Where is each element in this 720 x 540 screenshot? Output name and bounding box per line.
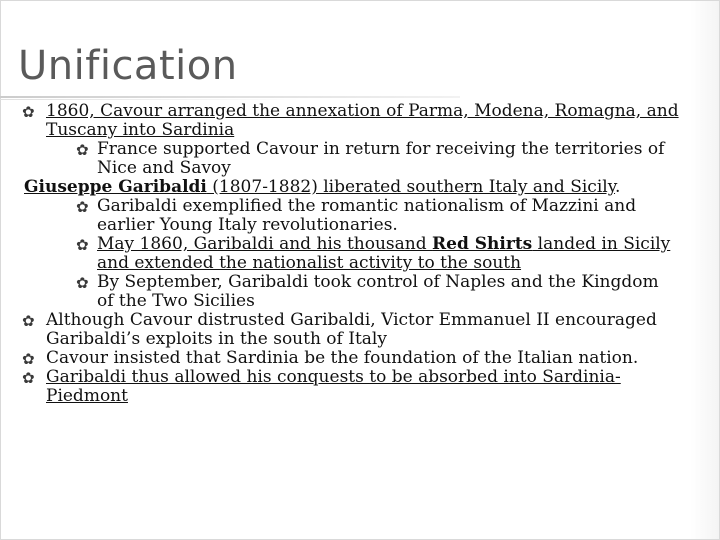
flower-bullet-icon: ✿	[22, 312, 35, 330]
flower-bullet-icon: ✿	[22, 369, 35, 387]
bullet-continuation	[0, 292, 700, 311]
flower-bullet-icon: ✿	[76, 141, 89, 159]
period: .	[615, 177, 621, 197]
red-shirts-term: Red Shirts	[432, 234, 533, 254]
slide-title: Unification	[18, 43, 238, 89]
bullet-text: Tuscany into Sardinia	[46, 120, 235, 140]
bullet-text: By September, Garibaldi took control of Naples and the Kingdom	[97, 272, 659, 292]
bullet-continuation	[0, 330, 700, 349]
bullet-continuation	[0, 216, 700, 235]
bullet-continuation	[0, 254, 700, 273]
bullet-text: France supported Cavour in return for receiving the territories of	[97, 139, 665, 159]
flower-bullet-icon: ✿	[76, 236, 89, 254]
sub-bullet-item	[0, 197, 700, 216]
bullet-text: of the Two Sicilies	[97, 291, 255, 311]
bullet-continuation	[0, 387, 700, 406]
bullet-item	[0, 368, 700, 387]
sub-bullet-item	[0, 235, 700, 254]
person-name: Giuseppe Garibaldi	[24, 177, 207, 197]
flower-bullet-icon: ✿	[76, 198, 89, 216]
bullet-text: 1860, Cavour arranged the annexation of Parma, Modena, Romagna, and	[46, 101, 679, 121]
title-underline	[0, 96, 460, 98]
bullet-text: landed in Sicily	[532, 234, 671, 254]
bullet-text: Garibaldi thus allowed his conquests to be absorbed into Sardinia-	[46, 367, 621, 387]
sub-bullet-item	[0, 273, 700, 292]
flower-bullet-icon: ✿	[76, 274, 89, 292]
flower-bullet-icon: ✿	[22, 103, 35, 121]
bullet-text: Garibaldi’s exploits in the south of Italy	[46, 329, 387, 349]
heading-line	[0, 178, 700, 197]
bullet-item	[0, 102, 700, 121]
bullet-item	[0, 311, 700, 330]
bullet-text: earlier Young Italy revolutionaries.	[97, 215, 398, 235]
flower-bullet-icon: ✿	[22, 350, 35, 368]
sub-bullet-item	[0, 140, 700, 159]
bullet-item	[0, 349, 700, 368]
title-underline-secondary	[0, 99, 300, 100]
bullet-text: May 1860, Garibaldi and his thousand	[97, 234, 433, 254]
bullet-text: Piedmont	[46, 386, 128, 406]
bullet-text: and extended the nationalist activity to the south	[97, 253, 522, 273]
slide-body	[0, 102, 700, 406]
bullet-text: Nice and Savoy	[97, 158, 231, 178]
bullet-text: Although Cavour distrusted Garibaldi, Victor Emmanuel II encouraged	[46, 310, 657, 330]
bullet-continuation	[0, 121, 700, 140]
bullet-continuation	[0, 159, 700, 178]
heading-text: (1807-1882) liberated southern Italy and Sicily	[206, 177, 616, 197]
bullet-text: Cavour insisted that Sardinia be the foundation of the Italian nation.	[46, 348, 639, 368]
bullet-text: Garibaldi exemplified the romantic nationalism of Mazzini and	[97, 196, 637, 216]
